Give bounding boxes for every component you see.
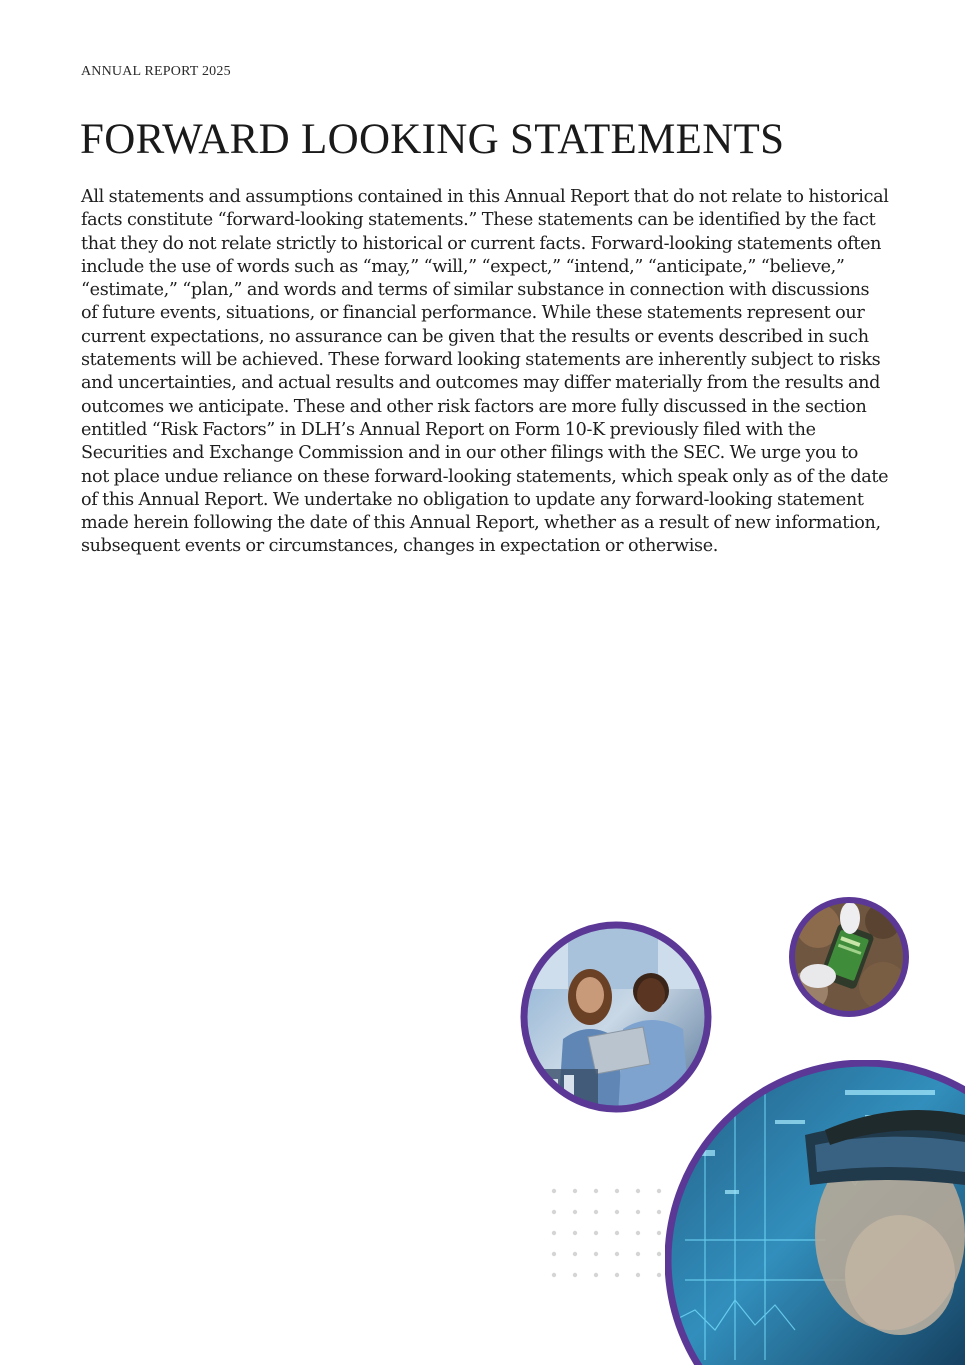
decor-dot	[657, 1273, 661, 1277]
decor-dot	[594, 1273, 598, 1277]
vr-headset-engineer-photo	[665, 1060, 965, 1365]
decor-dot	[636, 1189, 640, 1193]
decor-dot	[636, 1231, 640, 1235]
decor-dot	[657, 1252, 661, 1256]
decor-dot	[573, 1189, 577, 1193]
handheld-device-photo	[788, 896, 910, 1018]
decor-dot	[552, 1210, 556, 1214]
decor-dot	[552, 1273, 556, 1277]
decor-dot	[615, 1189, 619, 1193]
decor-dot	[657, 1231, 661, 1235]
decor-dot	[615, 1252, 619, 1256]
page-title: FORWARD LOOKING STATEMENTS	[80, 116, 785, 163]
decor-dot	[615, 1273, 619, 1277]
decor-dot	[552, 1189, 556, 1193]
decor-dot	[636, 1210, 640, 1214]
decor-dot	[594, 1252, 598, 1256]
decor-dot	[636, 1252, 640, 1256]
forward-looking-statement-paragraph: All statements and assumptions contained in this Annual Report that do not relate to historical facts constitute “forward-looking statements.” These statements can be identified by the fact that they do not relate strictly to historical or current facts. Forward-looking statements often include the use of words such as “may,” “will,” “expect,” “intend,” “anticipate,” “believe,” “estimate,” “plan,” and words and terms of similar substance in connection with discussions of future events, situations, or financial performance. While these statements represent our current expectations, no assurance can be given that the results or events described in such statements will be achieved. These forward looking statements are inherently subject to risks and uncertainties, and actual results and outcomes may differ materially from the results and outcomes we anticipate. These and other risk factors are more fully discussed in the section entitled “Risk Factors” in DLH’s Annual Report on Form 10-K previously filed with the Securities and Exchange Commission and in our other filings with the SEC. We urge you to not place undue reliance on these forward-looking statements, which speak only as of the date of this Annual Report. We undertake no obligation to update any forward-looking statement made herein following the date of this Annual Report, whether as a result of new information, subsequent events or circumstances, changes in expectation or otherwise.	[81, 187, 889, 557]
decor-dot	[573, 1273, 577, 1277]
decor-dot	[594, 1189, 598, 1193]
decor-dot	[636, 1273, 640, 1277]
decor-dot	[615, 1210, 619, 1214]
decor-dot	[552, 1252, 556, 1256]
running-header: ANNUAL REPORT 2025	[81, 64, 231, 79]
decor-dot	[594, 1231, 598, 1235]
decor-dot	[573, 1231, 577, 1235]
decor-dot	[573, 1210, 577, 1214]
decor-dot	[552, 1231, 556, 1235]
decor-dot	[657, 1189, 661, 1193]
decor-dot	[594, 1210, 598, 1214]
decor-dot	[573, 1252, 577, 1256]
decor-dot	[657, 1210, 661, 1214]
decor-dot	[615, 1231, 619, 1235]
